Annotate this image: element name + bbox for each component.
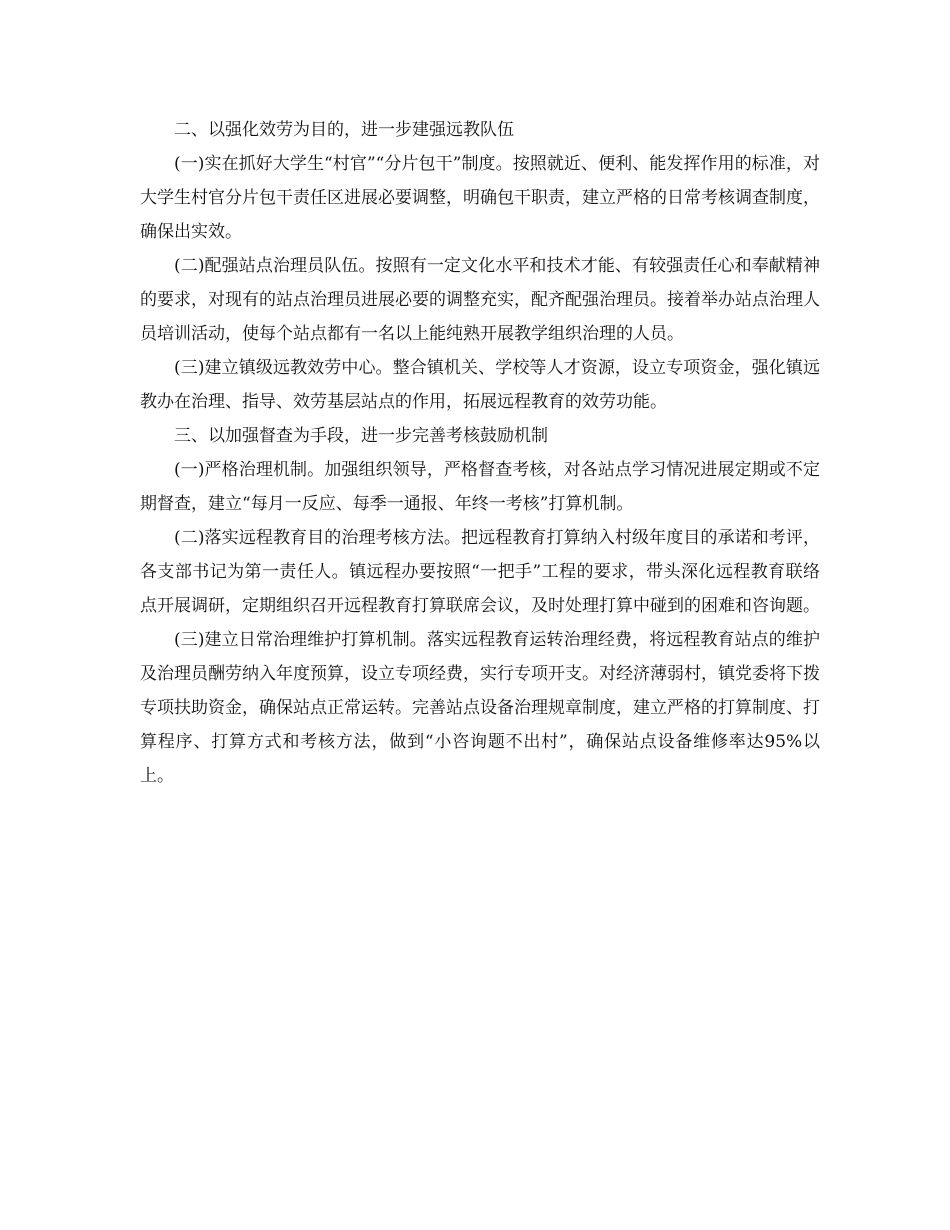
document-body	[140, 113, 820, 793]
paragraph-2-3: (三)建立镇级远教效劳中心。整合镇机关、学校等人才资源，设立专项资金，强化镇远教办在治理、指导、效劳基层站点的作用，拓展远程教育的效劳功能。	[140, 358, 820, 412]
paragraph-3-2: (二)落实远程教育目的治理考核方法。把远程教育打算纳入村级年度目的承诺和考评，各支部书记为第一责任人。镇远程办要按照“一把手”工程的要求，带头深化远程教育联络点开展调研，定期组织召开远程教育打算联席会议，及时处理打算中碰到的困难和咨询题。	[140, 528, 820, 616]
paragraph-3-1: (一)严格治理机制。加强组织领导，严格督查考核，对各站点学习情况进展定期或不定期督查，建立“每月一反应、每季一通报、年终一考核”打算机制。	[140, 460, 820, 514]
section-heading-2: 二、以强化效劳为目的，进一步建强远教队伍	[174, 120, 514, 140]
paragraph-3-3: (三)建立日常治理维护打算机制。落实远程教育运转治理经费，将远程教育站点的维护及治理员酬劳纳入年度预算，设立专项经费，实行专项开支。对经济薄弱村，镇党委将下拨专项扶助资金，确保站点正常运转。完善站点设备治理规章制度，建立严格的打算制度、打算程序、打算方式和考核方法，做到“小咨询题不出村”，确保站点设备维修率达95%以上。	[140, 630, 820, 786]
paragraph-2-1: (一)实在抓好大学生“村官”“分片包干”制度。按照就近、便利、能发挥作用的标准，对大学生村官分片包干责任区进展必要调整，明确包干职责，建立严格的日常考核调查制度，确保出实效。	[140, 154, 820, 242]
paragraph-2-2: (二)配强站点治理员队伍。按照有一定文化水平和技术才能、有较强责任心和奉献精神的要求，对现有的站点治理员进展必要的调整充实，配齐配强治理员。接着举办站点治理人员培训活动，使每个站点都有一名以上能纯熟开展教学组织治理的人员。	[140, 256, 820, 344]
section-heading-3: 三、以加强督查为手段，进一步完善考核鼓励机制	[174, 426, 548, 446]
